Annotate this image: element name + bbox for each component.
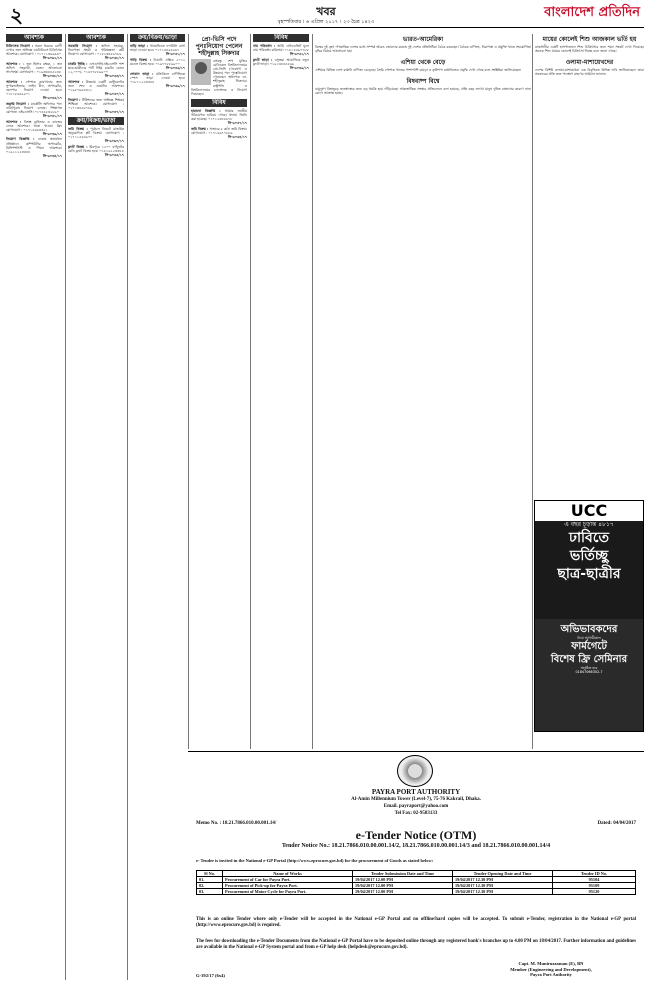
ad-lead: চিকিৎসক নিয়োগ : [6,44,34,48]
ad-lead: গাড়ি বিক্রয় : [130,57,151,62]
tender-intro: e- Tender is invited in the National e-GP Portal (http://www.eprocure.gov.bd) for the procurement of Goods as stated below: [196,858,434,863]
tender-dated: Dated: 04/04/2017 [597,821,636,826]
dateline: বৃহস্পতিবার । ৬ এপ্রিল ২০১৭ । ২৩ চৈত্র ১৪২৩ [277,19,375,25]
column-heading: বিবিধ [253,34,309,42]
newspaper-page [6,4,644,980]
tender-signature [466,961,636,978]
ad-text: মিরপুরে ১২০০ বর্গফুটের রেডি ফ্ল্যাট বিক্রয় হবে। ০১৮১৯২২৩৩৪৪ [68,144,124,153]
news-text: বঙ্গবন্ধু শেখ মুজিব মেডিকেল বিশ্ববিদ্যালয়ের প্রো-ভিসি (গবেষণা ও উন্নয়ন) পদে পুনঃনিয়োগ পেয়েছেন অধ্যাপক ডা. শহীদুল্লাহ সিকদার। রাষ্ট্রপতি ও বিশ্ববিদ্যালয়ের চ্যান্সেলর এ নিয়োগ দিয়েছেন। [191,59,247,96]
classified-ad [130,58,185,70]
ad-text: সাভারে ৫ কাঠা জমি বিক্রয়। যোগাযোগ : ০১৭১৬৬৭৭৮৮৯ [191,126,247,135]
ucc-advertisement [534,500,644,732]
table-cell: 95104 [553,877,636,883]
ad-ref: সি-৬০৩৯/১৭ [42,131,62,136]
classified-column-4 [191,34,247,749]
ad-text: টিউশনের জন্য অভিজ্ঞ শিক্ষক/শিক্ষিকা আবশ্যক। যোগাযোগ : ০১৭১৩৪৫৬৭৮৯ [68,97,124,110]
table-cell: 02. [197,883,223,889]
news-body [191,59,247,96]
table-cell: 95120 [553,889,636,895]
classified-ad [191,127,247,139]
table-cell: 19/04/2017 12.30 PM [453,877,553,883]
news-body: রাজধানীর একটি হাসপাতালে শিশু চিকিৎসার জন্য শয্যা সংকট দেখা দিয়েছে। অনেক শিশু মায়ের কোলেই চিকিৎসা নিচ্ছে বলে জানা গেছে। [535,45,644,54]
table-header-cell: Tender Submission Date and Time [353,871,453,877]
news-headline: মায়ের কোলেই শিশু আজকাল ভর্তি হয় [542,36,637,43]
ad-ref: সি-৬০৪৭/১৭ [104,109,124,114]
classified-ad [6,137,62,157]
ucc-line: ঢাবিতে [569,530,609,546]
ucc-line: অনুষ্ঠিত হবে [580,666,598,671]
news-body: দেশের বিশিষ্ট ওলামা-মাশায়েখরা এক বিবৃতিতে বিভিন্ন দাবি জানিয়েছেন। তারা সরকারের প্রতি দ্রুত পদক্ষেপ গ্রহণের আহ্বান জানান। [535,68,644,77]
ucc-logo: UCC [535,501,643,521]
table-cell: Procurement of Pick-up for Payra Port. [223,883,353,889]
signatory-org: Payra Port Authority [530,972,572,977]
ucc-line: বিশেষ ফ্রি সেমিনার [550,654,628,666]
classified-ad [6,62,62,78]
ad-text: বসুন্ধরা আবাসিকে নতুন ফ্ল্যাট ভাড়া। ০১৯১৩৪৪৫৫৬৬ [253,57,309,66]
ucc-line: নিয়ে আগামীকাল [577,636,601,640]
ad-text: অফিস সহায়ক, নিরাপত্তা প্রহরী ও পরিচ্ছন্নতা কর্মী নিয়োগ। যোগাযোগ : ০১৮২৩৪৫৬৭৮৯ [68,44,124,57]
ad-lead: ফ্ল্যাট ভাড়া : [253,57,273,62]
news-headline: এশিয়া থেকে বেড়ে [400,59,446,67]
ad-ref: সি-৬০৫০/১৭ [104,92,124,97]
table-cell: 19/04/2017 12.30 PM [453,883,553,889]
ad-text: মতিঝিলে বাণিজ্যিক স্পেস ভাড়া দেওয়া হবে। ০১৮১১২২৩৩৪৪ [130,71,185,84]
signatory-name: Capt. M. Muniruzzaman (E), BN [518,961,584,966]
ad-ref: সি-৬০৩৫/১৭ [42,153,62,158]
news-body: বিশ্বের দুই বৃহৎ গণতান্ত্রিক দেশের মধ্যে সম্পর্ক আরও জোরদার করতে দুই দেশের প্রতিনিধিরা বৈঠক করেছেন। বৈঠকে বাণিজ্য, নিরাপত্তা ও প্রযুক্তি খাতে সহযোগিতা বৃদ্ধির বিষয়ে আলোচনা হয়। [315,45,531,54]
tender-title: e-Tender Notice (OTM) [355,828,477,842]
ad-ref: সি-৬০৪৫/১৭ [42,96,62,101]
table-cell: Procurement of Car for Payra Port. [223,877,353,883]
classified-ad [68,44,124,60]
column-heading: আবশ্যক [6,34,62,42]
page-number: ২ [10,3,24,27]
ad-text: উত্তরায় একটি রেস্টুরেন্টের জন্য শেফ ও ওয়েটার আবশ্যক। ০১৯৮৭৬৫৪৩২১ [68,79,124,92]
table-header-cell: Tender Opening Date and Time [453,871,553,877]
table-header-cell: Sl No. [197,871,223,877]
ucc-phone: 01847066302-7 [575,670,603,675]
column-heading: বিবিধ [191,99,247,107]
classified-ad [6,44,62,60]
ad-text: ধানমন্ডিতে ফ্যামিলি বাসা ভাড়া দেওয়া হবে। ০১৭১৪৪৫৫৬৬৭ [130,44,185,53]
ad-lead: জমি বিক্রয় : [191,126,209,131]
news-headline: প্রো-ভিসি পদে পুনঃনিয়োগ পেলেন শহীদুল্লাহ সিকদার [195,36,243,57]
tender-notice [188,751,644,980]
ad-lead: আবশ্যক : [6,79,23,84]
tender-numbers: Tender Notice No.: 18.21.7866.010.00.001.14/2, 18.21.7866.010.00.001.14/3 and 18.21.7866.010.00.001.14/4 [281,843,551,849]
classified-column-1 [6,34,62,980]
news-headline: ভারত-আমেরিকা [402,36,444,43]
classified-column-3 [130,34,185,980]
ad-ref: সি-৬০৪৬/১৭ [165,65,185,70]
ad-ref: সি-৬০৪৮/১৭ [42,74,62,79]
table-cell: Procurement of Motor Cycle for Payra Port. [223,889,353,895]
ad-text: এসএসসি/এইচএসসি পাশ ছাত্র-ছাত্রীদের পার্ট টাইম চাকরি। বেতন ১২,০০০/- ০১৬৭৭৮৮৯৯০০ [68,61,124,75]
ad-lead: চাকরি দিচ্ছি : [68,61,88,66]
tender-email: Email. payraport@yahoo.com [383,804,449,809]
classified-ad [68,145,124,157]
ad-lead: হারানো বিজ্ঞপ্তি : [191,108,221,113]
ucc-line: অভিভাবকদের [560,624,618,635]
news-headline: ওলামা-মাশায়েখদের [565,59,614,67]
table-cell: 03. [197,889,223,895]
ad-ref: সি-৬০৫৭/১৭ [227,121,247,126]
column-divider [188,34,189,749]
ad-text: মার্কেটিং অফিসার পদে নারী/পুরুষ নিয়োগ চলছে। শিক্ষাগত যোগ্যতা এইচএসসি। ০১৭৪৪৫৩২৮৯০ [6,101,62,114]
ad-ref: সি-৬০৪৯/১৭ [289,65,309,70]
ucc-ad-middle [535,521,643,619]
table-cell: 19/04/2017 12.00 PM [353,889,453,895]
classified-ad [253,58,309,70]
tender-fax: Tel Fax: 02-9583133 [394,811,438,816]
ad-lead: বাড়ি ভাড়া : [130,44,149,48]
ad-lead: আবশ্যক : [6,119,22,124]
table-cell: 01. [197,877,223,883]
ad-lead: সরকারি নিয়োগ : [68,44,98,48]
ad-text: পূর্বাচল নিকটে রাজউক অনুমোদিত প্লট বিক্রয়। যোগাযোগ : ০১৭১১৫৫৬৬৭৭ [68,127,124,140]
ad-ref: সি-৬০৫৮/১৭ [104,56,124,61]
ucc-line: এ বছর চূড়ান্ত ৪৮১৭ [564,521,614,528]
ad-text: পোশাক কারখানার জন্য সুপারভাইজার, লাইন চীফ, অপারেটর, হেলপার নিয়োগ দেওয়া হবে। ০১৮১৮৬৪৯৫০১ [6,79,62,97]
ad-lead: দোকান ভাড়া : [130,71,154,76]
signatory-title: Member (Engineering and Development), [510,966,592,972]
ad-ref: সি-৬০৫৯/১৭ [165,83,185,88]
ad-ref: সি-৬০৫৩/১৭ [104,74,124,79]
table-cell: 95109 [553,883,636,889]
tender-fees-note: The fees for downloading the e-Tender Documents from the National e-GP Portal have to be deposited online through any registered bank's branches up to 4.00 PM on 18/04/2017. Further information and guidelines are available in the National e-GP System portal and from e-GP help desk (helpdesk@eprocure.gov.bd). [196,939,636,950]
news-body: বায়ুদূষণ বিশ্বজুড়ে জনস্বাস্থ্যের জন্য বড় হুমকি হয়ে দাঁড়িয়েছে। আন্তর্জাতিক সংস্থার প্রতিবেদনে বলা হয়েছে, প্রতি বছর লাখো মানুষ দূষিত বাতাসের কারণে নানা রোগে আক্রান্ত হচ্ছে। [315,87,531,96]
ad-text: টয়োটা এক্সিও ২০১২ মডেল বিক্রয় হবে। ০১৯৭৭৮৮৯৯০০ [130,57,185,66]
tender-online-note: This is an online Tender where only e-Tender will be accepted in the National e-GP Portal and no offline/hard copies will be accepted. To submit e-Tender, registration in the National e-GP portal (http://www.eprocure.gov.bd) is required. [196,917,636,928]
classified-ad [191,109,247,125]
classified-ad [130,72,185,88]
ad-text: ঢাকায় স্বনামধন্য প্রতিষ্ঠানে কম্পিউটার অপারেটর, রিসিপশনিস্ট ও পিয়ন আবশ্যক। ০১৯১১২২৩৩৪৪ [6,137,62,154]
tender-memo: Memo No. : 18.21.7866.010.00.001.14/ [196,821,277,826]
classified-ad [68,62,124,78]
column-heading: ক্রয়/বিক্রয়/ভাড়া [130,34,185,42]
column-divider [65,34,66,980]
ad-ref: সি-৬০৫২/১৭ [289,52,309,57]
column-heading: ক্রয়/বিক্রয়/ভাড়া [68,117,124,125]
ad-lead: ফ্ল্যাট বিক্রয় : [68,144,88,149]
ad-ref: সি-৬০৫৫/১৭ [104,153,124,158]
classified-ad [68,98,124,114]
ad-code: G-392/17 (6x4) [196,973,225,978]
table-cell: 19/04/2017 12.00 PM [353,883,453,889]
column-heading: আবশ্যক [68,34,124,42]
news-column [315,34,531,749]
right-news-column [535,34,644,494]
classified-ad [130,44,185,56]
ad-lead: নিয়োগ : [68,97,81,102]
column-divider [312,34,313,749]
ad-text: আমি এফিডেভিট মূলে নাম পরিবর্তন করিলাম। ০১৮১৫৬৬৭৭৮৮ [253,44,309,53]
ad-text: ১ জন হিসাব রক্ষক, ১ জন অফিস সহকারী, বেতন আলোচনা সাপেক্ষে। যোগাযোগ : ০১৯৩৩৪৪৫২৩৪ [6,61,62,75]
table-header-cell: Tender ID No. [553,871,636,877]
masthead [6,4,644,28]
classified-ad [6,102,62,118]
classified-ad [6,80,62,100]
column-divider [127,34,128,980]
ad-text: বিশ্বস্ত ড্রাইভার ও কাজের লোক আবশ্যক। থাকা খাওয়া ফ্রি। যোগাযোগ : ০১৭১৫৬৬৩৩২১ [6,119,62,132]
tender-address: Al-Amin Millennium Tower (Level-7), 75-76 Kakrail, Dhaka. [351,797,481,802]
ucc-line: ভর্তিচ্ছু [569,548,609,564]
ad-text: সকল ধরনের রোগী দেখার জন্য অভিজ্ঞ এমবিবিএস চিকিৎসক আবশ্যক। যোগাযোগ : ০১৭১১৩৬৬৯৪০ [6,44,62,57]
table-cell: 19/04/2017 12.00 PM [353,877,453,883]
ucc-line: ফার্মগেটে [571,641,607,653]
ad-lead: জমি বিক্রয় : [68,127,88,131]
ucc-line: ছাত্র-ছাত্রীর [557,566,621,582]
column-divider [250,34,251,749]
ucc-ad-lower [535,619,643,731]
classified-column-2 [68,34,124,980]
column-divider [532,34,533,749]
section-title: খবর [316,5,336,18]
ad-lead: নিয়োগ বিজ্ঞপ্তি : [6,137,35,142]
payra-port-logo-icon [397,755,433,787]
ad-text: আমার জাতীয় পরিচয়পত্র হারিয়ে গেছে। থানায় জিডি করা হয়েছে। ০১৭১২৩৪৫৬৭৮ [191,108,247,122]
ad-ref: সি-৬০৫১/১৭ [165,52,185,57]
classified-ad [68,80,124,96]
classified-ad [253,44,309,56]
ad-lead: জরুরি নিয়োগ : [6,101,30,106]
classified-column-5 [253,34,309,749]
ad-lead: আবশ্যক : [68,79,84,84]
ad-ref: সি-৬০৪১/১৭ [42,114,62,118]
tender-org: PAYRA PORT AUTHORITY [371,788,461,796]
news-body: এশিয়ার বিভিন্ন দেশে রপ্তানি বাণিজ্য বেড়েছে। তৈরি পোশাক খাতের পাশাপাশি চামড়া ও কৃষিপণ্য রপ্তানিতেও প্রবৃদ্ধি দেখা গেছে বলে সংশ্লিষ্টরা জানিয়েছেন। [315,68,522,73]
table-cell: 19/04/2017 12.30 PM [453,889,553,895]
ad-ref: সি-৬০৫৪/১৭ [227,134,247,139]
table-row [197,889,636,895]
portrait-photo [191,59,211,85]
news-headline: বিষবাষ্প বিশ্বে [406,78,440,86]
newspaper-brand: বাংলাদেশ প্রতিদিন [544,5,640,20]
ad-lead: আবশ্যক : [6,61,21,66]
classified-ad [6,120,62,136]
tender-table [196,870,636,895]
ad-ref: সি-৬০৬২/১৭ [42,56,62,61]
classified-ad [68,127,124,143]
ad-lead: নাম পরিবর্তন : [253,44,276,48]
table-header-cell: Name of Works [223,871,353,877]
ad-ref: সি-৬০৬০/১৭ [104,139,124,144]
